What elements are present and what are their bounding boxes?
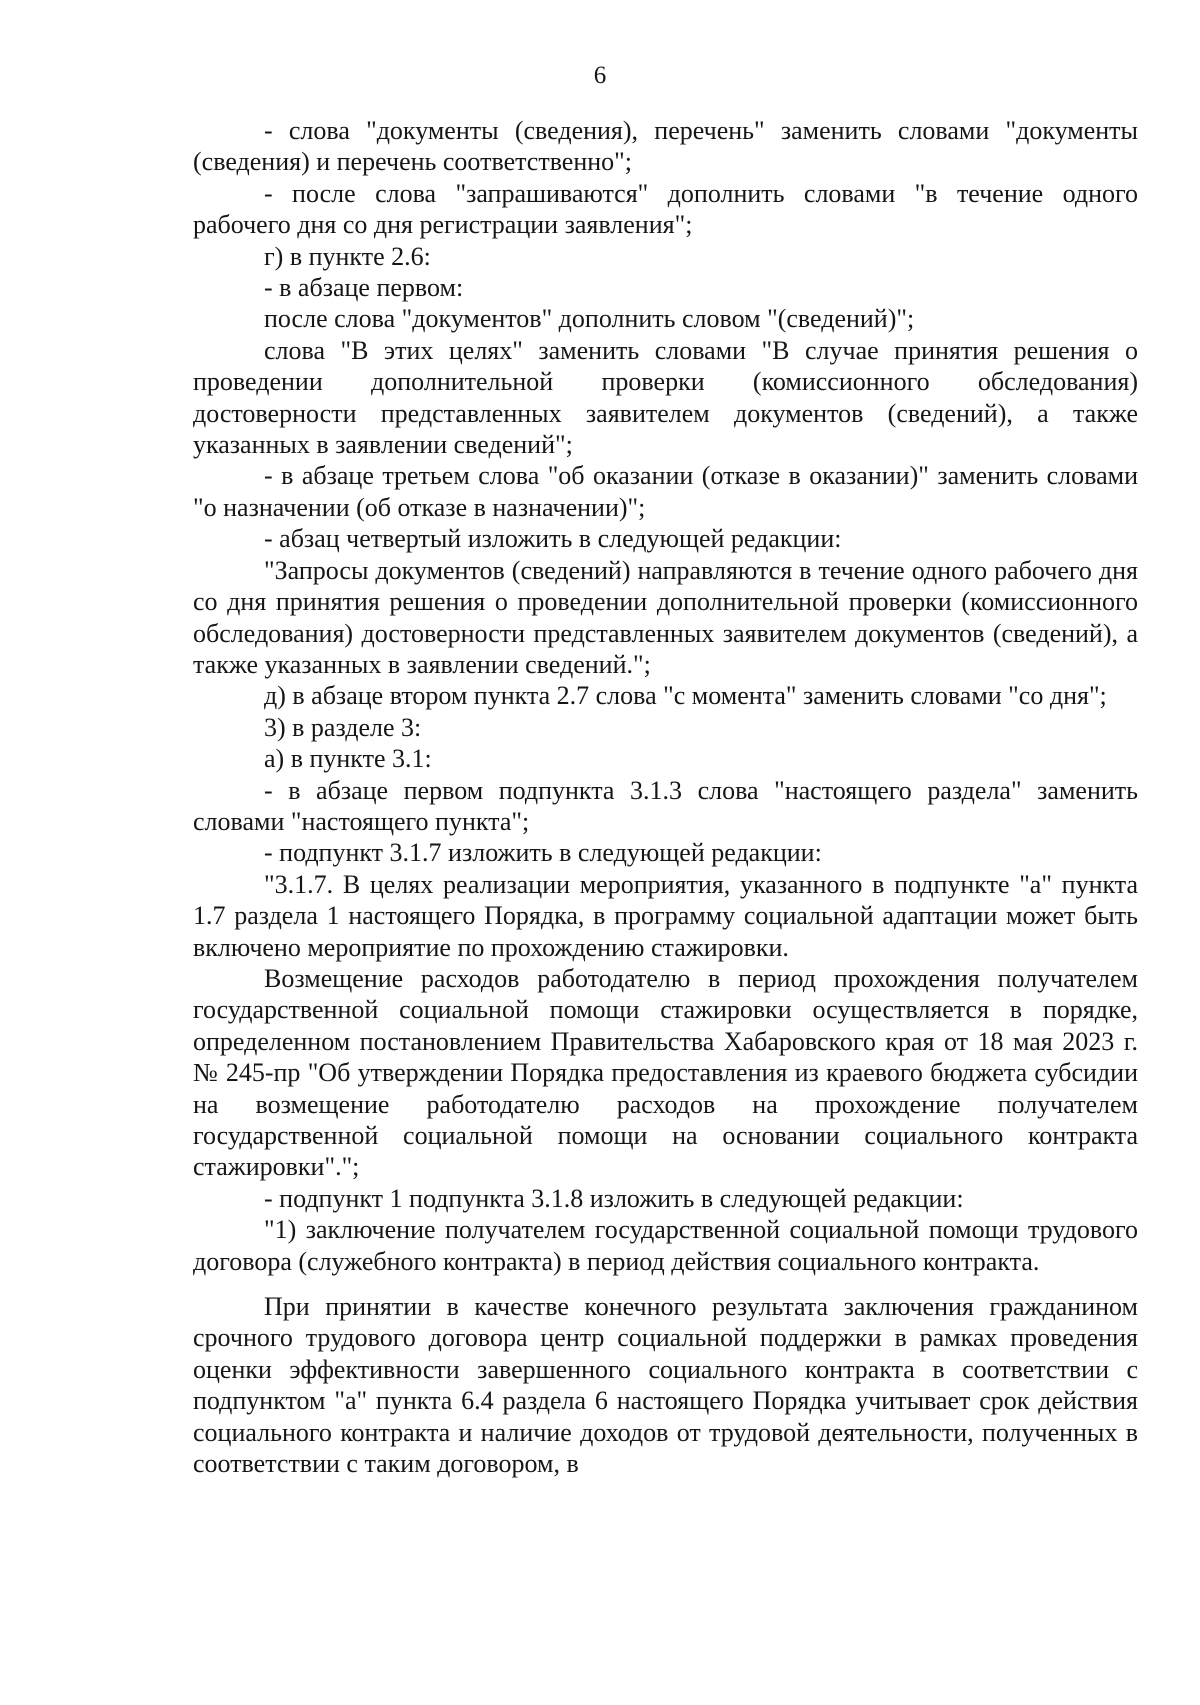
paragraph: Возмещение расходов работодателю в период прохождения получателем государственной социальной помощи стажировки осуществляется в порядке, определенном постановлением Правительства Хабаровского края от 18 мая 2023 г. № 245-пр "Об утверждении Порядка предоставления из краевого бюджета субсидии на возмещение работодателю расходов на прохождение получателем государственной социальной помощи на основании социального контракта стажировки".";	[193, 963, 1138, 1182]
paragraph: а) в пункте 3.1:	[264, 744, 432, 774]
paragraph: - в абзаце третьем слова "об оказании (отказе в оказании)" заменить словами "о назначении (об отказе в назначении)";	[193, 461, 1138, 522]
paragraph: - в абзаце первом:	[264, 273, 464, 303]
paragraph: слова "В этих целях" заменить словами "В случае принятия решения о проведении дополнительной проверки (комиссионного обследования) достоверности представленных заявителем документов (сведений), а также указанных в заявлении сведений";	[193, 335, 1138, 460]
paragraph: г) в пункте 2.6:	[264, 241, 431, 271]
paragraph: "1) заключение получателем государственной социальной помощи трудового договора (служебного контракта) в период действия социального контракта.	[193, 1215, 1138, 1276]
paragraph: после слова "документов" дополнить словом "(сведений)";	[264, 304, 915, 334]
paragraph: "3.1.7. В целях реализации мероприятия, указанного в подпункте "а" пункта 1.7 раздела 1 настоящего Порядка, в программу социальной адаптации может быть включено мероприятие по прохождению стажировки.	[193, 869, 1138, 962]
paragraph: - после слова "запрашиваются" дополнить словами "в течение одного рабочего дня со дня регистрации заявления";	[193, 178, 1138, 240]
paragraph: - подпункт 3.1.7 изложить в следующей редакции:	[264, 838, 822, 868]
paragraph: - в абзаце первом подпункта 3.1.3 слова "настоящего раздела" заменить словами "настоящего пункта";	[193, 775, 1138, 836]
paragraph: д) в абзаце втором пункта 2.7 слова "с момента" заменить словами "со дня";	[264, 681, 1107, 711]
paragraph: - абзац четвертый изложить в следующей редакции:	[264, 524, 842, 554]
paragraph: "Запросы документов (сведений) направляются в течение одного рабочего дня со дня принятия решения о проведении дополнительной проверки (комиссионного обследования) достоверности представленных заявителем документов (сведений), а также указанных в заявлении сведений.";	[193, 555, 1138, 679]
paragraph: 3) в разделе 3:	[264, 712, 422, 742]
paragraph: - подпункт 1 подпункта 3.1.8 изложить в следующей редакции:	[264, 1183, 964, 1213]
page-number: 6	[593, 62, 607, 89]
paragraph: При принятии в качестве конечного результата заключения гражданином срочного трудового договора центр социальной поддержки в рамках проведения оценки эффективности завершенного социального контракта в соответствии с подпунктом "а" пункта 6.4 раздела 6 настоящего Порядка учитывает срок действия социального контракта и наличие доходов от трудовой деятельности, полученных в соответствии с таким договором, в	[193, 1292, 1138, 1479]
paragraph: - слова "документы (сведения), перечень" заменить словами "документы (сведения) и перечень соответственно";	[193, 116, 1138, 177]
document-body	[193, 115, 1138, 1479]
